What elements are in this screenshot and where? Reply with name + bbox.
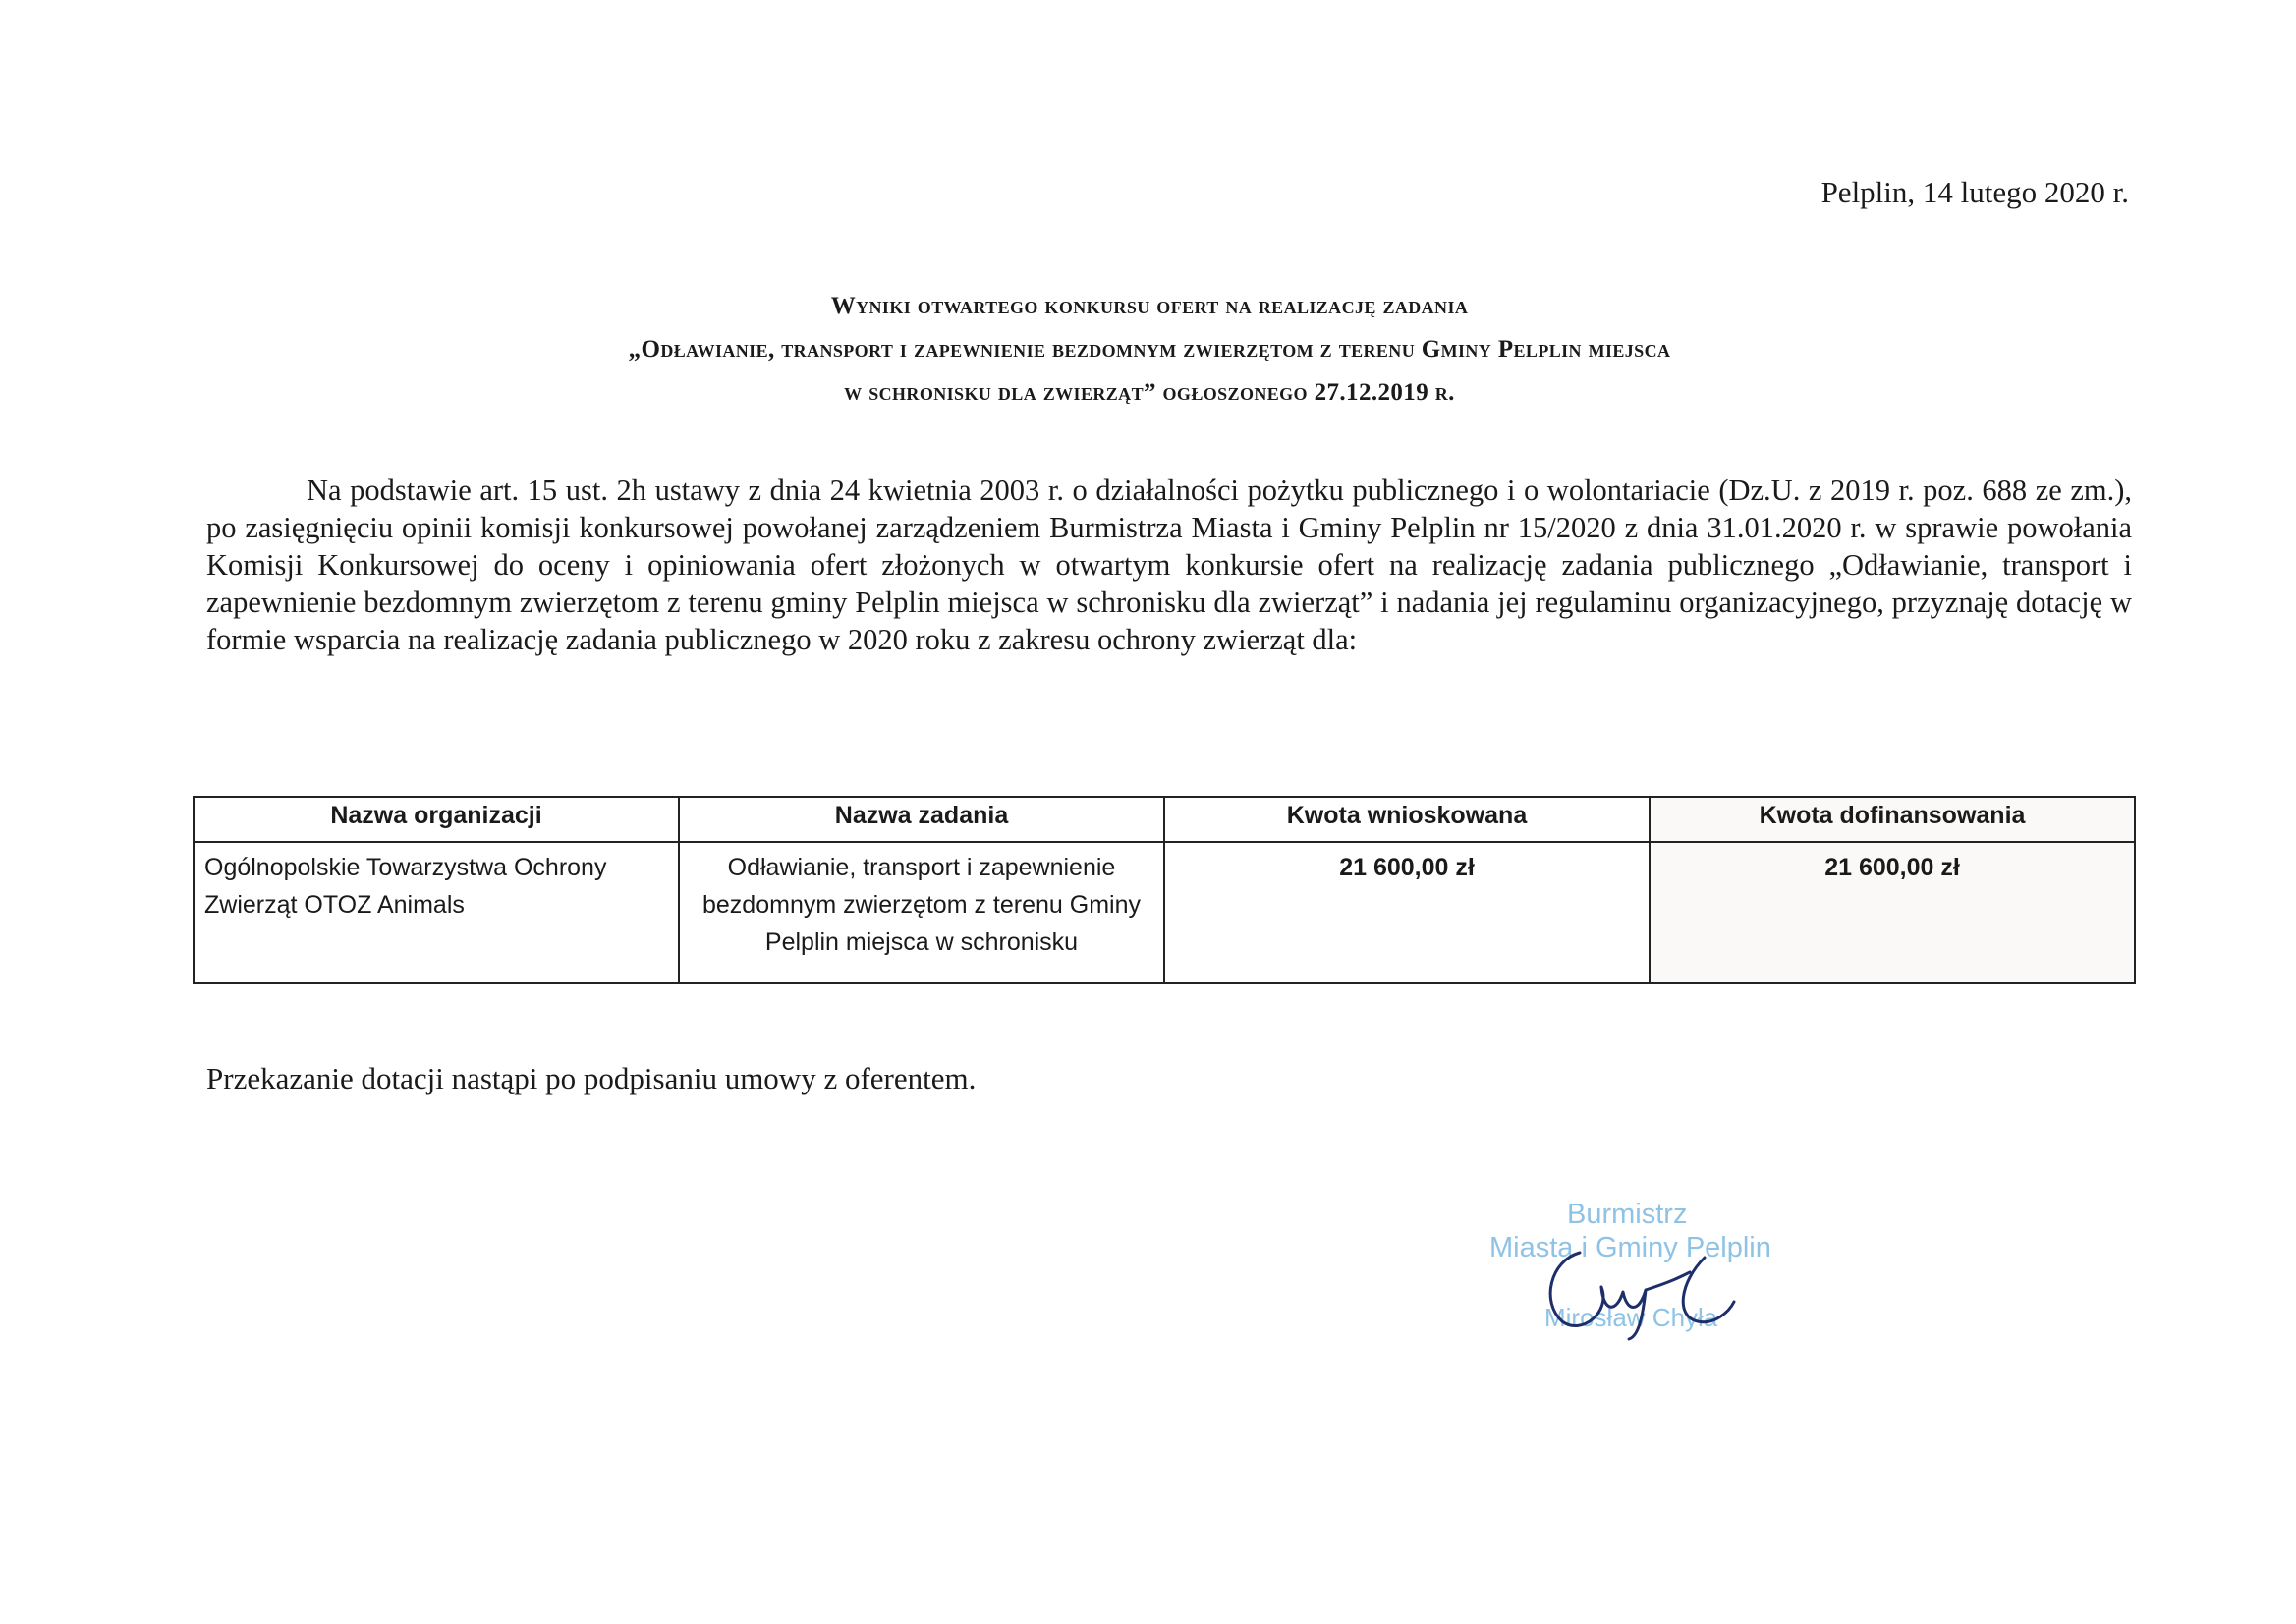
place-date: Pelplin, 14 lutego 2020 r. <box>1820 175 2129 209</box>
title-line-1: Wyniki otwartego konkursu ofert na realizację zadania <box>830 293 1469 319</box>
header-organization: Nazwa organizacji <box>194 797 679 842</box>
header-granted: Kwota dofinansowania <box>1650 797 2135 842</box>
stamp-line-name: Mirosław Chyła <box>1544 1303 1718 1332</box>
document-title <box>196 285 2102 415</box>
grants-table <box>193 796 2136 984</box>
grants-table-wrapper <box>193 796 2136 984</box>
handwritten-signature <box>1533 1243 1768 1341</box>
table-header-row <box>194 797 2135 842</box>
title-line-2: „Odławianie, transport i zapewnienie bezdomnym zwierzętom z terenu Gminy Pelplin miejsca <box>628 336 1671 363</box>
cell-granted: 21 600,00 zł <box>1650 842 2135 983</box>
cell-task: Odławianie, transport i zapewnienie bezdomnym zwierzętom z terenu Gminy Pelplin miejsca w schronisku <box>679 842 1164 983</box>
title-line-3: w schronisku dla zwierząt” ogłoszonego 27.12.2019 r. <box>844 379 1455 406</box>
header-task: Nazwa zadania <box>679 797 1164 842</box>
stamp-line-office: Miasta i Gminy Pelplin <box>1489 1232 1771 1263</box>
body-paragraph: Na podstawie art. 15 ust. 2h ustawy z dnia 24 kwietnia 2003 r. o działalności pożytku publicznego i o wolontariacie (Dz.U. z 2019 r. poz. 688 ze zm.), po zasięgnięciu opinii komisji konkursowej powołanej zarządzeniem Burmistrza Miasta i Gminy Pelplin nr 15/2020 z dnia 31.01.2020 r. w sprawie powołania Komisji Konkursowej do oceny i opiniowania ofert złożonych w otwartym konkursie ofert na realizację zadania publicznego „Odławianie, transport i zapewnienie bezdomnym zwierzętom z terenu gminy Pelplin miejsca w schronisku dla zwierząt” i nadania jej regulaminu organizacyjnego, przyznaję dotację w formie wsparcia na realizację zadania publicznego w 2020 roku z zakresu ochrony zwierząt dla: <box>206 474 2132 656</box>
header-requested: Kwota wnioskowana <box>1164 797 1650 842</box>
stamp-line-title: Burmistrz <box>1567 1199 1688 1230</box>
cell-organization: Ogólnopolskie Towarzystwa Ochrony Zwierząt OTOZ Animals <box>194 842 679 983</box>
cell-requested: 21 600,00 zł <box>1164 842 1650 983</box>
closing-sentence: Przekazanie dotacji nastąpi po podpisaniu umowy z oferentem. <box>206 1061 977 1095</box>
table-row <box>194 842 2135 983</box>
